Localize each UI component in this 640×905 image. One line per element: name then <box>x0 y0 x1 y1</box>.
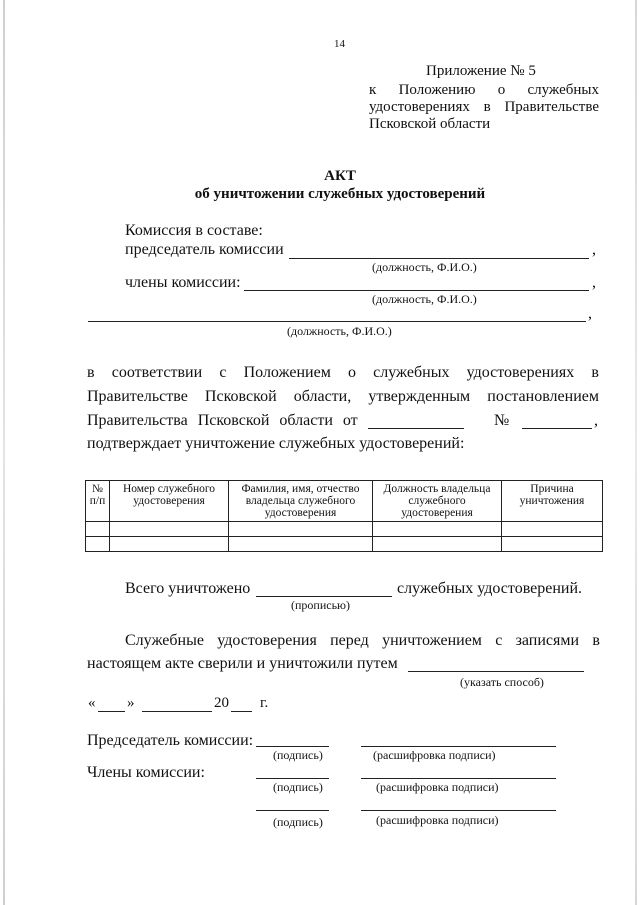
hint-signature-decode: (расшифровка подписи) <box>376 780 499 794</box>
hint-method: (указать способ) <box>460 675 544 689</box>
appendix-word: к <box>369 82 377 98</box>
chair-name-line <box>289 258 589 259</box>
verify-word: Служебные <box>125 632 204 649</box>
body-word: в <box>87 364 95 381</box>
hint-position-name: (должность, Ф.И.О.) <box>287 324 392 338</box>
verify-line-2: настоящем акте сверили и уничтожили путем <box>87 655 398 672</box>
comma: , <box>588 305 592 322</box>
appendix-line-4: Псковской области <box>369 116 491 132</box>
verify-word: удостоверения <box>217 632 317 649</box>
member-2-decode-line <box>361 810 556 811</box>
date-open-quote: « <box>88 695 96 711</box>
year-suffix: г. <box>260 695 269 711</box>
number-sign: № <box>494 412 510 429</box>
members-signature-label: Члены комиссии: <box>87 764 205 781</box>
header-cell-reason: Причина уничтожения <box>502 481 603 522</box>
verify-word: уничтожением <box>382 632 482 649</box>
hint-signature: (подпись) <box>273 815 323 829</box>
appendix-word: о <box>497 82 506 98</box>
verify-word: в <box>592 632 600 649</box>
body-word: в <box>591 364 599 381</box>
body-word: служебных <box>373 364 450 381</box>
body-line-1 <box>87 364 599 382</box>
total-suffix: служебных удостоверений. <box>397 580 583 597</box>
appendix-line-1: Приложение № 5 <box>426 63 536 79</box>
chair-decode-line <box>361 746 556 747</box>
table-row <box>86 522 603 537</box>
hint-signature: (подпись) <box>273 748 323 762</box>
member-2-line <box>88 321 586 322</box>
member-1-sign-line <box>256 778 329 779</box>
body-word: постановлением <box>487 388 599 405</box>
appendix-word: в <box>483 99 491 115</box>
body-word: утвержденным <box>368 388 471 405</box>
chair-sign-line <box>256 746 329 747</box>
hint-signature-decode: (расшифровка подписи) <box>373 748 496 762</box>
body-word: с <box>219 364 227 381</box>
hint-signature-decode: (расшифровка подписи) <box>376 813 499 827</box>
verify-word: с <box>495 632 503 649</box>
hint-position-name: (должность, Ф.И.О.) <box>372 260 477 274</box>
chair-signature-label: Председатель комиссии: <box>87 732 254 749</box>
chair-label: председатель комиссии <box>125 241 284 258</box>
members-label: члены комиссии: <box>125 274 241 291</box>
day-line <box>98 711 125 712</box>
records-table <box>85 480 603 552</box>
document-title: АКТ <box>324 168 356 184</box>
verify-word: перед <box>330 632 369 649</box>
scan-edge-right <box>635 0 637 905</box>
method-line <box>408 671 584 672</box>
body-word: о <box>348 364 356 381</box>
body-line-2 <box>87 388 599 406</box>
appendix-word: служебных <box>527 82 599 98</box>
verify-word: записями <box>515 632 580 649</box>
hint-position-name: (должность, Ф.И.О.) <box>372 292 477 306</box>
appendix-word: Положению <box>398 82 476 98</box>
appendix-word: удостоверениях <box>369 99 470 115</box>
total-amount-line <box>256 596 392 597</box>
date-close-quote: » <box>127 695 135 711</box>
comma: , <box>592 274 596 291</box>
table-header-row <box>86 481 603 522</box>
appendix-line-3 <box>369 99 599 116</box>
page-number: 14 <box>334 38 345 50</box>
body-word: Положением <box>243 364 331 381</box>
header-cell-number: № п/п <box>86 481 110 522</box>
year-prefix: 20 <box>214 695 229 711</box>
header-cell-id: Номер служебного удостоверения <box>110 481 229 522</box>
body-line-3: Правительства Псковской области от <box>87 412 358 429</box>
body-word: области, <box>293 388 352 405</box>
header-cell-owner-name: Фамилия, имя, отчество владельца служебного удостоверения <box>229 481 373 522</box>
body-word: соответствии <box>111 364 203 381</box>
appendix-word: Правительстве <box>504 99 599 115</box>
body-word: Псковской <box>204 388 277 405</box>
hint-in-words: (прописью) <box>291 598 351 612</box>
comma: , <box>592 241 596 258</box>
member-1-decode-line <box>361 778 556 779</box>
hint-signature: (подпись) <box>273 780 323 794</box>
commission-intro: Комиссия в составе: <box>125 222 263 239</box>
table-row <box>86 537 603 552</box>
header-cell-owner-position: Должность владельца служебного удостоверения <box>373 481 502 522</box>
appendix-line-2 <box>369 82 599 99</box>
scan-edge-left <box>3 0 5 905</box>
body-line-4: подтверждает уничтожение служебных удостоверений: <box>87 435 465 452</box>
document-subtitle: об уничтожении служебных удостоверений <box>194 186 486 202</box>
month-line <box>142 711 212 712</box>
body-word: удостоверениях <box>466 364 575 381</box>
verify-line-1 <box>125 632 600 650</box>
member-1-line <box>244 290 589 291</box>
comma: , <box>594 412 598 429</box>
date-line <box>368 428 464 429</box>
number-line <box>522 428 592 429</box>
member-2-sign-line <box>256 810 329 811</box>
year-line <box>231 711 252 712</box>
total-label: Всего уничтожено <box>125 580 251 597</box>
body-word: Правительстве <box>87 388 188 405</box>
